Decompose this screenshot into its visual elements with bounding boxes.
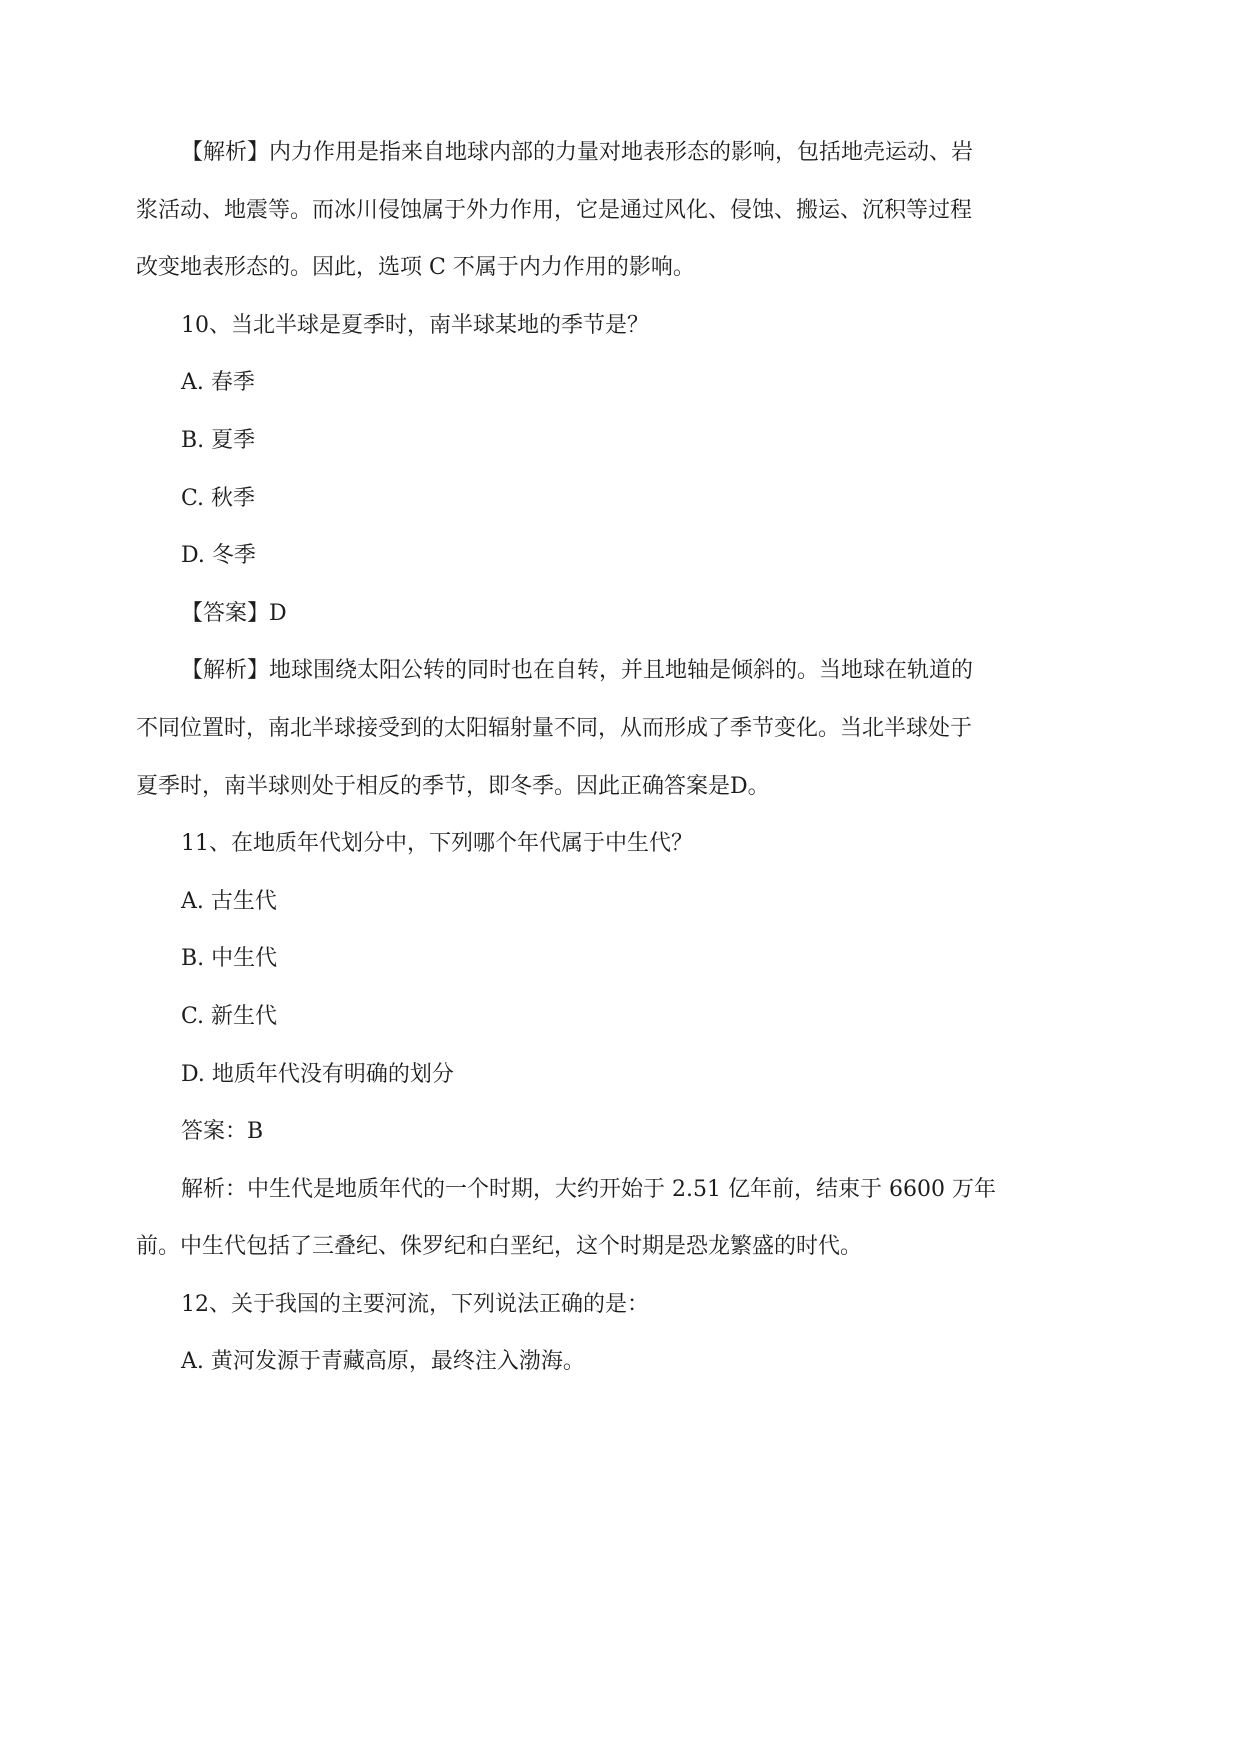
- q9-analysis-line: 【解析】内力作用是指来自地球内部的力量对地表形态的影响，包括地壳运动、岩: [181, 140, 974, 165]
- q10-option-a: A. 春季: [181, 370, 255, 396]
- q12-question: 12、关于我国的主要河流，下列说法正确的是：: [181, 1291, 649, 1317]
- q10-answer: 【答案】D: [181, 600, 287, 626]
- page-body: [0, 124, 1241, 1391]
- q11-analysis-line: 解析：中生代是地质年代的一个时期，大约开始于 2.51 亿年前，结束于 6600 万年: [181, 1176, 996, 1202]
- q11-option-b: B. 中生代: [181, 946, 278, 972]
- q9-analysis-line: 改变地表形态的。因此，选项 C 不属于内力作用的影响。: [136, 255, 695, 281]
- q11-answer: 答案：B: [181, 1119, 264, 1145]
- q9-analysis-line: 浆活动、地震等。而冰川侵蚀属于外力作用，它是通过风化、侵蚀、搬运、沉积等过程: [136, 197, 973, 223]
- q11-question: 11、在地质年代划分中，下列哪个年代属于中生代？: [181, 831, 693, 857]
- q10-option-c: C. 秋季: [181, 485, 256, 511]
- q10-option-b: B. 夏季: [181, 427, 256, 453]
- q10-analysis-line: 夏季时，南半球则处于相反的季节，即冬季。因此正确答案是D。: [136, 773, 770, 799]
- q11-option-d: D. 地质年代没有明确的划分: [181, 1061, 454, 1087]
- q10-analysis-line: 【解析】地球围绕太阳公转的同时也在自转，并且地轴是倾斜的。当地球在轨道的: [181, 658, 974, 684]
- q10-question: 10、当北半球是夏季时，南半球某地的季节是？: [181, 312, 649, 338]
- q11-analysis-line: 前。中生代包括了三叠纪、侏罗纪和白垩纪，这个时期是恐龙繁盛的时代。: [136, 1234, 863, 1260]
- q10-analysis-line: 不同位置时，南北半球接受到的太阳辐射量不同，从而形成了季节变化。当北半球处于: [136, 715, 973, 741]
- q12-option-a: A. 黄河发源于青藏高原，最终注入渤海。: [181, 1349, 585, 1375]
- q10-option-d: D. 冬季: [181, 543, 256, 569]
- q11-option-a: A. 古生代: [181, 888, 277, 914]
- q11-option-c: C. 新生代: [181, 1003, 278, 1029]
